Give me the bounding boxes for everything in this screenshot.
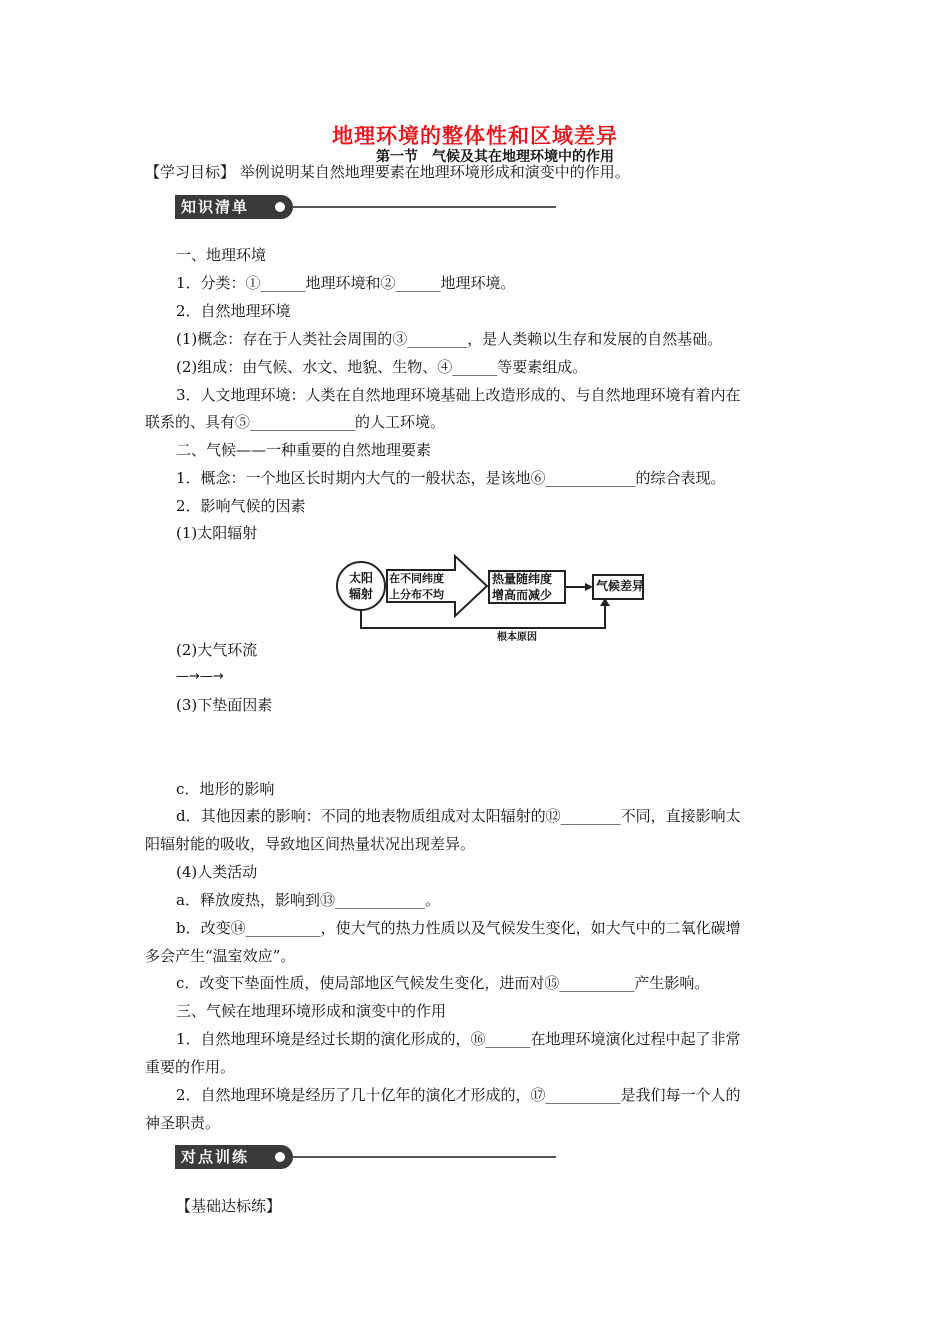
banner-dot-icon (275, 202, 285, 212)
text-line: c．地形的影响 (176, 780, 275, 798)
solar-radiation-diagram (335, 552, 655, 644)
text-line: 一、地理环境 (176, 246, 267, 264)
page-title: 地理环境的整体性和区域差异 (332, 124, 618, 148)
text-line: 二、气候——一种重要的自然地理要素 (176, 441, 432, 459)
text-line: 三、气候在地理环境形成和演变中的作用 (176, 1002, 447, 1020)
banner-dot-icon (275, 1152, 285, 1162)
arrow-label-1: 在不同纬度 (389, 572, 444, 585)
climate-diff-label: 气候差异 (596, 579, 645, 593)
text-line: (1)太阳辐射 (176, 524, 258, 542)
heat-label-2: 增高而减少 (492, 588, 553, 602)
text-line: (2)组成：由气候、水文、地貌、生物、④______等要素组成。 (176, 358, 588, 376)
text-line: (3)下垫面因素 (176, 696, 273, 714)
root-cause-label: 根本原因 (497, 632, 537, 643)
heat-label-1: 热量随纬度 (492, 572, 553, 586)
big-arrow (387, 556, 487, 616)
sun-circle (337, 562, 385, 610)
text-line: 2．影响气候的因素 (176, 497, 306, 515)
text-line: 联系的、具有⑤______________的人工环境。 (145, 413, 446, 431)
arrow-label-2: 上分布不均 (389, 588, 444, 601)
text-line: 重要的作用。 (145, 1058, 236, 1076)
text-line: d．其他因素的影响：不同的地表物质组成对太阳辐射的⑫________不同，直接影响太 (176, 807, 741, 825)
circulation-arrows: —→—→ (176, 669, 224, 684)
text-line: c．改变下垫面性质，使局部地区气候发生变化，进而对⑮__________产生影响。 (176, 974, 710, 992)
text-line: 1．分类：①______地理环境和②______地理环境。 (176, 274, 516, 292)
radiation-label: 辐射 (349, 587, 374, 601)
banner-rule (293, 1156, 556, 1158)
text-line: 多会产生“温室效应”。 (145, 947, 296, 965)
text-line: 阳辐射能的吸收，导致地区间热量状况出现差异。 (145, 835, 476, 853)
text-line: (2)大气环流 (176, 641, 258, 659)
banner-label: 知识清单 (175, 195, 293, 219)
banner-label: 对点训练 (175, 1145, 293, 1169)
banner-rule (293, 206, 556, 208)
text-line: (1)概念：存在于人类社会周围的③________，是人类赖以生存和发展的自然基础。 (176, 330, 723, 348)
text-line: 1．自然地理环境是经过长期的演化形成的，⑯______在地理环境演化过程中起了非常 (176, 1030, 741, 1048)
link-arrowhead (585, 583, 593, 591)
text-line: b．改变⑭__________，使大气的热力性质以及气候发生变化，如大气中的二氧化碳增 (176, 919, 741, 937)
section-heading: 【基础达标练】 (176, 1197, 282, 1215)
text-line: 2．自然地理环境 (176, 302, 291, 320)
text-line: 1．概念：一个地区长时期内大气的一般状态，是该地⑥____________的综合表现。 (176, 469, 726, 487)
sun-label: 太阳 (349, 571, 374, 585)
text-line: 神圣职责。 (145, 1114, 221, 1132)
root-cause-line (361, 604, 605, 628)
text-line: 2．自然地理环境是经历了几十亿年的演化才形成的，⑰__________是我们每一个人的 (176, 1086, 741, 1104)
text-line: 3．人文地理环境：人类在自然地理环境基础上改造形成的、与自然地理环境有着内在 (176, 386, 741, 404)
learning-objective: 【学习目标】 举例说明某自然地理要素在地理环境形成和演变中的作用。 (145, 163, 630, 181)
text-line: (4)人类活动 (176, 863, 258, 881)
section-subtitle: 第一节 气候及其在地理环境中的作用 (376, 149, 614, 165)
text-line: a．释放废热，影响到⑬____________。 (176, 891, 440, 909)
